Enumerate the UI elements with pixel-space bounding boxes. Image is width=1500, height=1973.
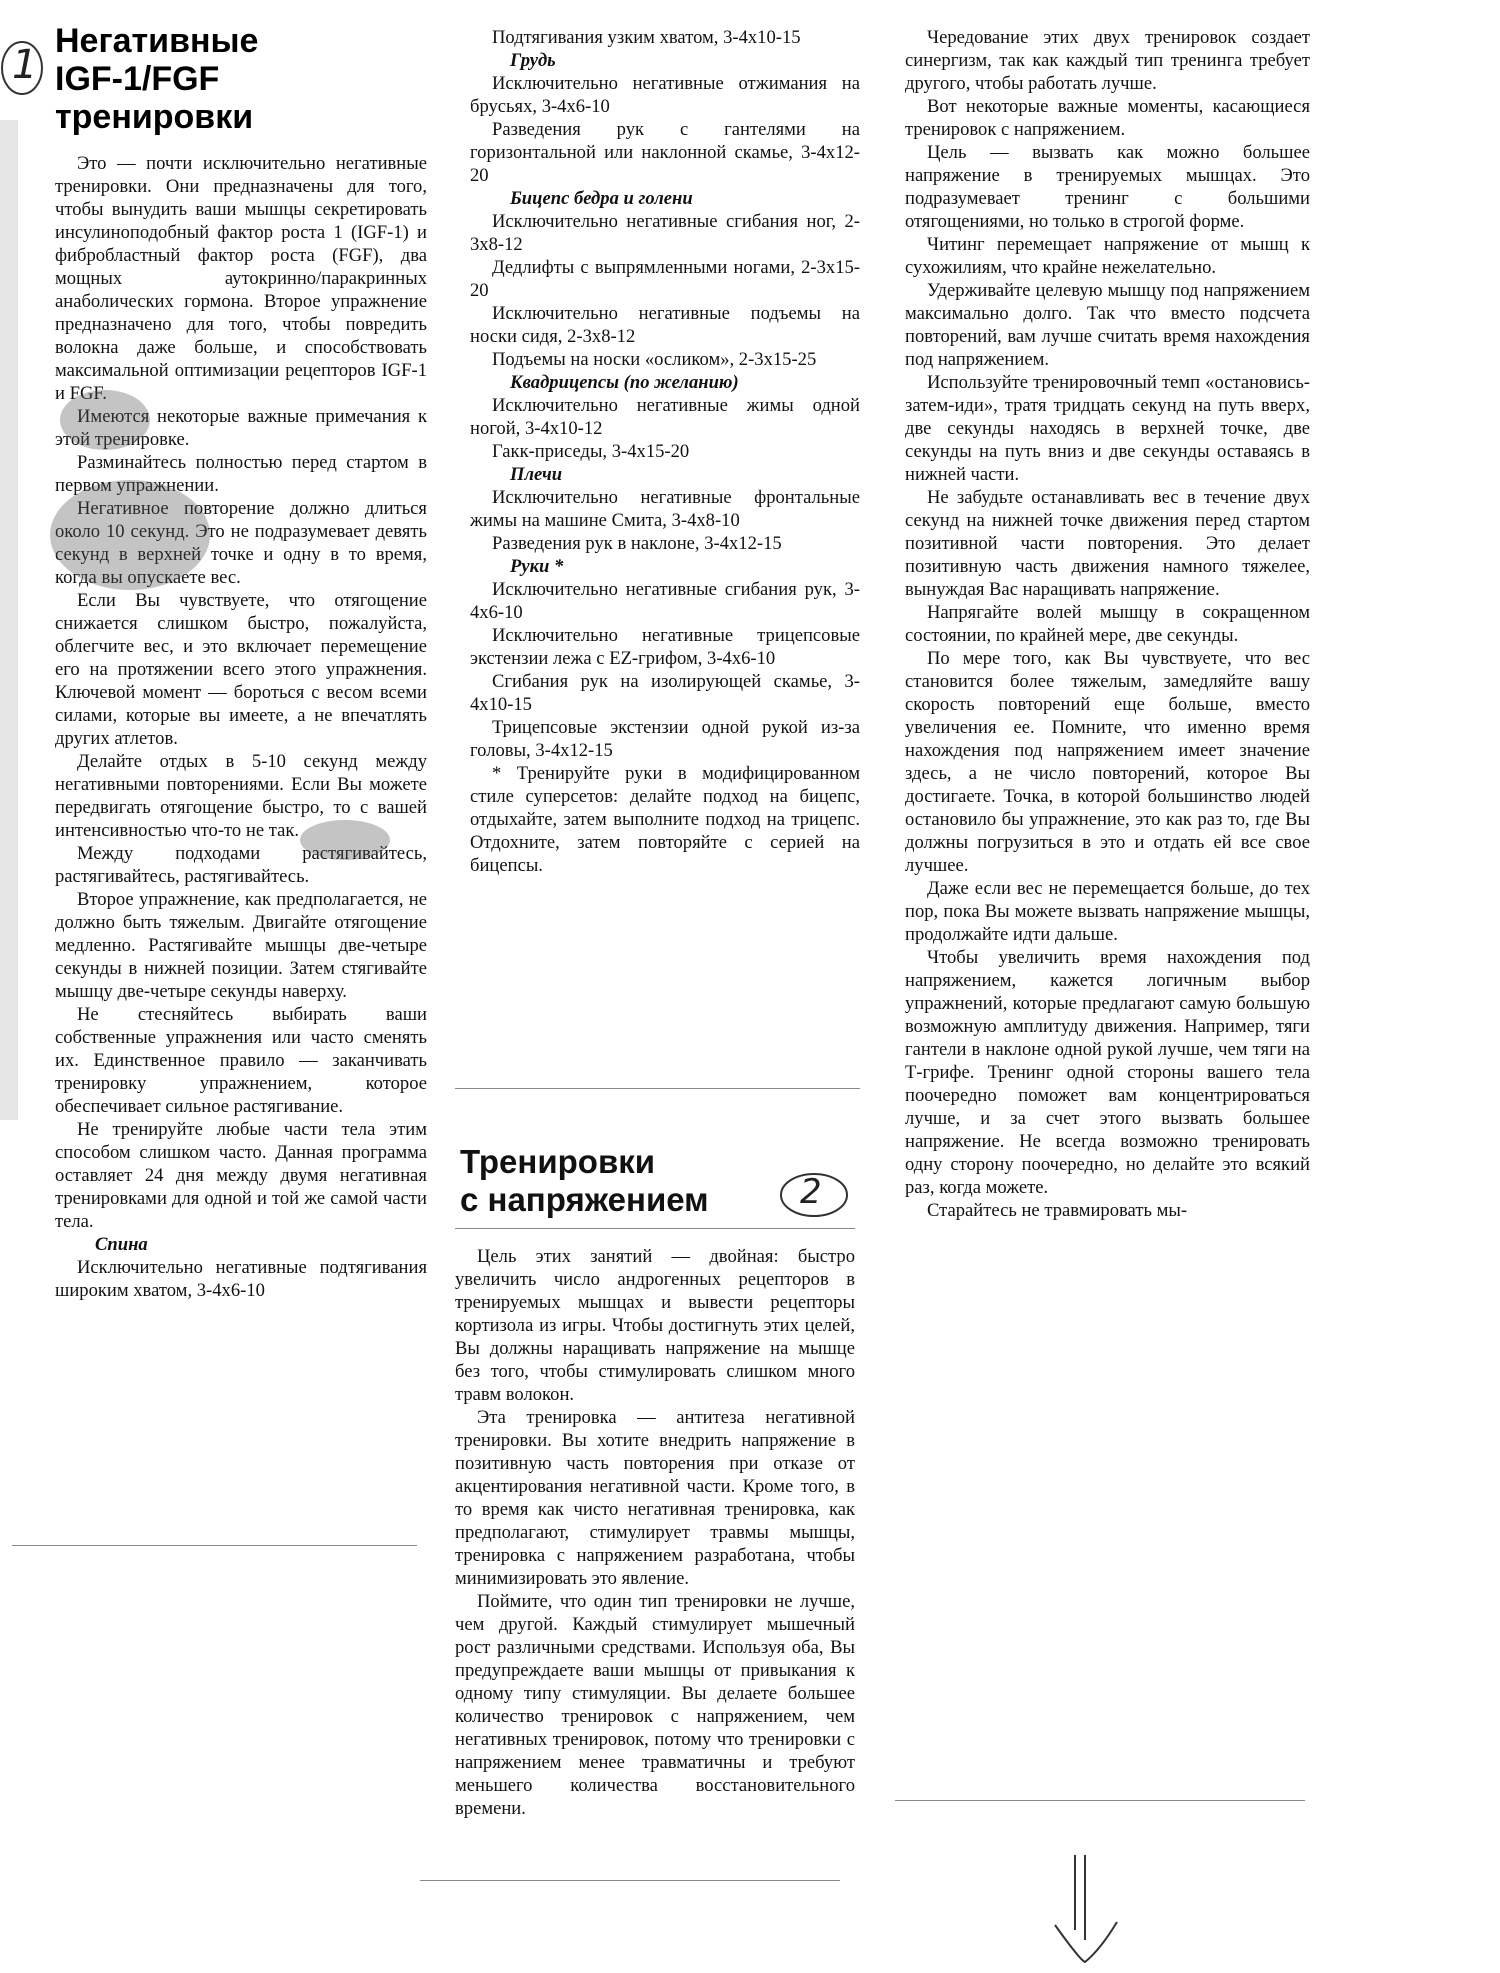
scan-noise xyxy=(60,390,150,450)
section-divider xyxy=(455,1088,860,1089)
program-item: Подъемы на носки «осликом», 2-3x15-25 xyxy=(492,349,817,370)
paragraph: Между подходами растягивайтесь, растягивайтесь, растягивайтесь. xyxy=(55,843,427,887)
paragraph: Чтобы увеличить время нахождения под напряжением, кажется логичным выбор упражнений, которые предлагают самую большую возможную амплитуду движения. Например, тяги гантели в наклоне одной рукой лучше, чем тяги на Т-грифе. Тренинг одной стороны вашего тела поочередно поможет вам концентрироваться лучше, и за счет этого вызвать большее напряжение. Не всегда возможно тренировать одну сторону поочередно, но делайте это всякий раз, когда можете. xyxy=(905,947,1310,1198)
scan-noise xyxy=(300,820,390,860)
paragraph: Не тренируйте любые части тела этим способом слишком часто. Данная программа оставляет 24 дня между двумя негативная тренировками для одной и той же самой части тела. xyxy=(55,1119,427,1232)
program-item: Гакк-приседы, 3-4x15-20 xyxy=(492,441,690,462)
column-divider xyxy=(420,1880,840,1881)
column-divider xyxy=(12,1545,417,1546)
program-item: Дедлифты с выпрямленными ногами, 2-3x15-20 xyxy=(470,257,860,301)
paragraph: Используйте тренировочный темп «остановись-затем-иди», тратя тридцать секунд на путь вверх, две секунды находясь в верхней точке, две секунды на путь вниз и две секунды оставаясь в нижней части. xyxy=(905,372,1310,485)
paragraph: По мере того, как Вы чувствуете, что вес становится более тяжелым, замедляйте вашу скорость повторений еще больше, вместо увеличения ее. Помните, что именно время нахождения под напряжением имеет значение здесь, а не число повторений, которое Вы достигаете. Точка, в которой большинство людей остановило бы упражнение, это как раз то, где Вы должны погрузиться в это и отдать ей все свое лучшее. xyxy=(905,648,1310,876)
paragraph: Даже если вес не перемещается больше, до тех пор, пока Вы можете вызвать напряжение мышцы, продолжайте идти дальше. xyxy=(905,878,1310,945)
paragraph: Второе упражнение, как предполагается, не должно быть тяжелым. Двигайте отягощение медленно. Растягивайте мышцы две-четыре секунды в нижней позиции. Затем стягивайте мышцу две-четыре секунды наверху. xyxy=(55,889,427,1002)
program-heading: Плечи xyxy=(510,464,563,485)
handwritten-number-1: 1 xyxy=(12,42,38,88)
paragraph: Эта тренировка — антитеза негативной тренировки. Вы хотите внедрить напряжение в позитивную часть повторения при отказе от акцентирования негативной части. Кроме того, в то время как чисто негативная тренировка, как предполагают, стимулирует травмы мышцы, тренировка с напряжением разработана, чтобы минимизировать это явление. xyxy=(455,1407,855,1589)
article1-title-line: Негативные xyxy=(55,22,259,60)
program-item: Исключительно негативные сгибания рук, 3-4x6-10 xyxy=(470,579,860,623)
scan-noise xyxy=(0,120,18,1120)
paragraph: Напрягайте волей мышцу в сокращенном состоянии, по крайней мере, две секунды. xyxy=(905,602,1310,646)
column-left xyxy=(55,22,427,1302)
paragraph: Чередование этих двух тренировок создает синергизм, так как каждый тип тренинга требует другого, чтобы работать лучше. xyxy=(905,27,1310,94)
program-item: Сгибания рук на изолирующей скамье, 3-4x10-15 xyxy=(470,671,860,715)
paragraph: Делайте отдых в 5-10 секунд между негативными повторениями. Если Вы можете передвигать отягощение быстро, то с вашей интенсивностью что-то не так. xyxy=(55,751,427,841)
handwritten-number-2: 2 xyxy=(800,1172,822,1212)
paragraph: Удерживайте целевую мышцу под напряжением максимально долго. Так что вместо подсчета повторений, вам лучше считать время нахождения под напряжением. xyxy=(905,280,1310,370)
program-item: Исключительно негативные трицепсовые экстензии лежа с EZ-грифом, 3-4x6-10 xyxy=(470,625,860,669)
program-heading: Руки * xyxy=(510,556,564,577)
article1-title-line: IGF-1/FGF xyxy=(55,60,220,98)
paragraph: Вот некоторые важные моменты, касающиеся тренировок с напряжением. xyxy=(905,96,1310,140)
program-heading: Спина xyxy=(95,1234,148,1255)
program-heading: Бицепс бедра и голени xyxy=(510,188,693,209)
handwritten-arrow-down-icon xyxy=(1045,1850,1125,1970)
paragraph: Если Вы чувствуете, что отягощение снижается слишком быстро, пожалуйста, облегчите вес, и это включает перемещение его на протяжении всего этого упражнения. Ключевой момент — бороться с весом всеми силами, которые вы имеете, а не впечатлять других атлетов. xyxy=(55,590,427,749)
paragraph: Это — почти исключительно негативные тренировки. Они предназначены для того, чтобы вынудить ваши мышцы секретировать инсулиноподобный фактор роста 1 (IGF-1) и фибробластный фактор роста (FGF), два мощных аутокринно/паракринных анаболических гормона. Второе упражнение предназначено для того, чтобы повредить волокна даже больше, и способствовать максимальной оптимизации рецепторов IGF-1 и FGF. xyxy=(55,153,427,404)
program-item: Трицепсовые экстензии одной рукой из-за головы, 3-4x12-15 xyxy=(470,717,860,761)
paragraph: Имеются некоторые важные примечания к этой тренировке. xyxy=(55,406,427,450)
program-item: Подтягивания узким хватом, 3-4x10-15 xyxy=(492,27,801,48)
program-item: Исключительно негативные подъемы на носки сидя, 2-3x8-12 xyxy=(470,303,860,347)
program-heading: Грудь xyxy=(510,50,556,71)
title-underline xyxy=(455,1228,855,1229)
paragraph: Цель — вызвать как можно большее напряжение в тренируемых мышцах. Это подразумевает тренинг с большими отягощениями, но только в строгой форме. xyxy=(905,142,1310,232)
program-item: Исключительно негативные отжимания на брусьях, 3-4x6-10 xyxy=(470,73,860,117)
column-divider xyxy=(895,1800,1305,1801)
column-middle xyxy=(470,26,860,877)
paragraph: Негативное повторение должно длиться около 10 секунд. Это не подразумевает девять секунд в верхней точке и одну в то время, когда вы опускаете вес. xyxy=(55,498,427,588)
paragraph: Поймите, что один тип тренировки не лучше, чем другой. Каждый стимулирует мышечный рост различными средствами. Используя оба, Вы предупреждаете ваши мышцы от привыкания к одному типу стимуляции. Вы делаете большее количество тренировок с напряжением, чем негативных тренировок, потому что тренировки с напряжением менее травматичны и требуют меньшего количества восстановительного времени. xyxy=(455,1591,855,1819)
article1-title-line: тренировки xyxy=(55,98,254,136)
article1-body xyxy=(55,152,427,1302)
paragraph: Старайтесь не травмировать мы- xyxy=(927,1200,1188,1221)
paragraph: Разминайтесь полностью перед стартом в первом упражнении. xyxy=(55,452,427,496)
article2-title-line: с напряжением xyxy=(460,1181,709,1218)
program-item: Разведения рук с гантелями на горизонтальной или наклонной скамье, 3-4x12-20 xyxy=(470,119,860,186)
paragraph: Читинг перемещает напряжение от мышц к сухожилиям, что крайне нежелательно. xyxy=(905,234,1310,278)
article2-body-start xyxy=(455,1245,855,1820)
paragraph: Не стесняйтесь выбирать ваши собственные упражнения или часто сменять их. Единственное правило — заканчивать тренировку упражнением, которое обеспечивает сильное растягивание. xyxy=(55,1004,427,1117)
program-item: Исключительно негативные подтягивания широким хватом, 3-4x6-10 xyxy=(55,1257,427,1301)
program-heading: Квадрицепсы (по желанию) xyxy=(510,372,739,393)
paragraph: Цель этих занятий — двойная: быстро увеличить число андрогенных рецепторов в тренируемых мышцах и вывести рецепторы кортизола из игры. Чтобы достигнуть этих целей, Вы должны наращивать напряжение на мышце без того, чтобы стимулировать слишком много травм волокон. xyxy=(455,1246,855,1405)
program-item: Исключительно негативные сгибания ног, 2-3x8-12 xyxy=(470,211,860,255)
column-right xyxy=(905,26,1310,1222)
program-item: Исключительно негативные фронтальные жимы на машине Смита, 3-4x8-10 xyxy=(470,487,860,531)
article2-title-line: Тренировки xyxy=(460,1143,656,1180)
footnote: * Тренируйте руки в модифицированном стиле суперсетов: делайте подход на бицепс, отдыхайте, затем выполните подход на трицепс. Отдохните, затем повторяйте с серией на бицепсы. xyxy=(470,763,860,876)
scan-noise xyxy=(50,480,210,590)
paragraph: Не забудьте останавливать вес в течение двух секунд на нижней точке движения перед стартом позитивной части повторения. Это делает позитивную часть движения намного тяжелее, вынуждая Вас наращивать напряжение. xyxy=(905,487,1310,600)
program-item: Исключительно негативные жимы одной ногой, 3-4x10-12 xyxy=(470,395,860,439)
article1-title xyxy=(55,22,427,136)
program-item: Разведения рук в наклоне, 3-4x12-15 xyxy=(492,533,782,554)
